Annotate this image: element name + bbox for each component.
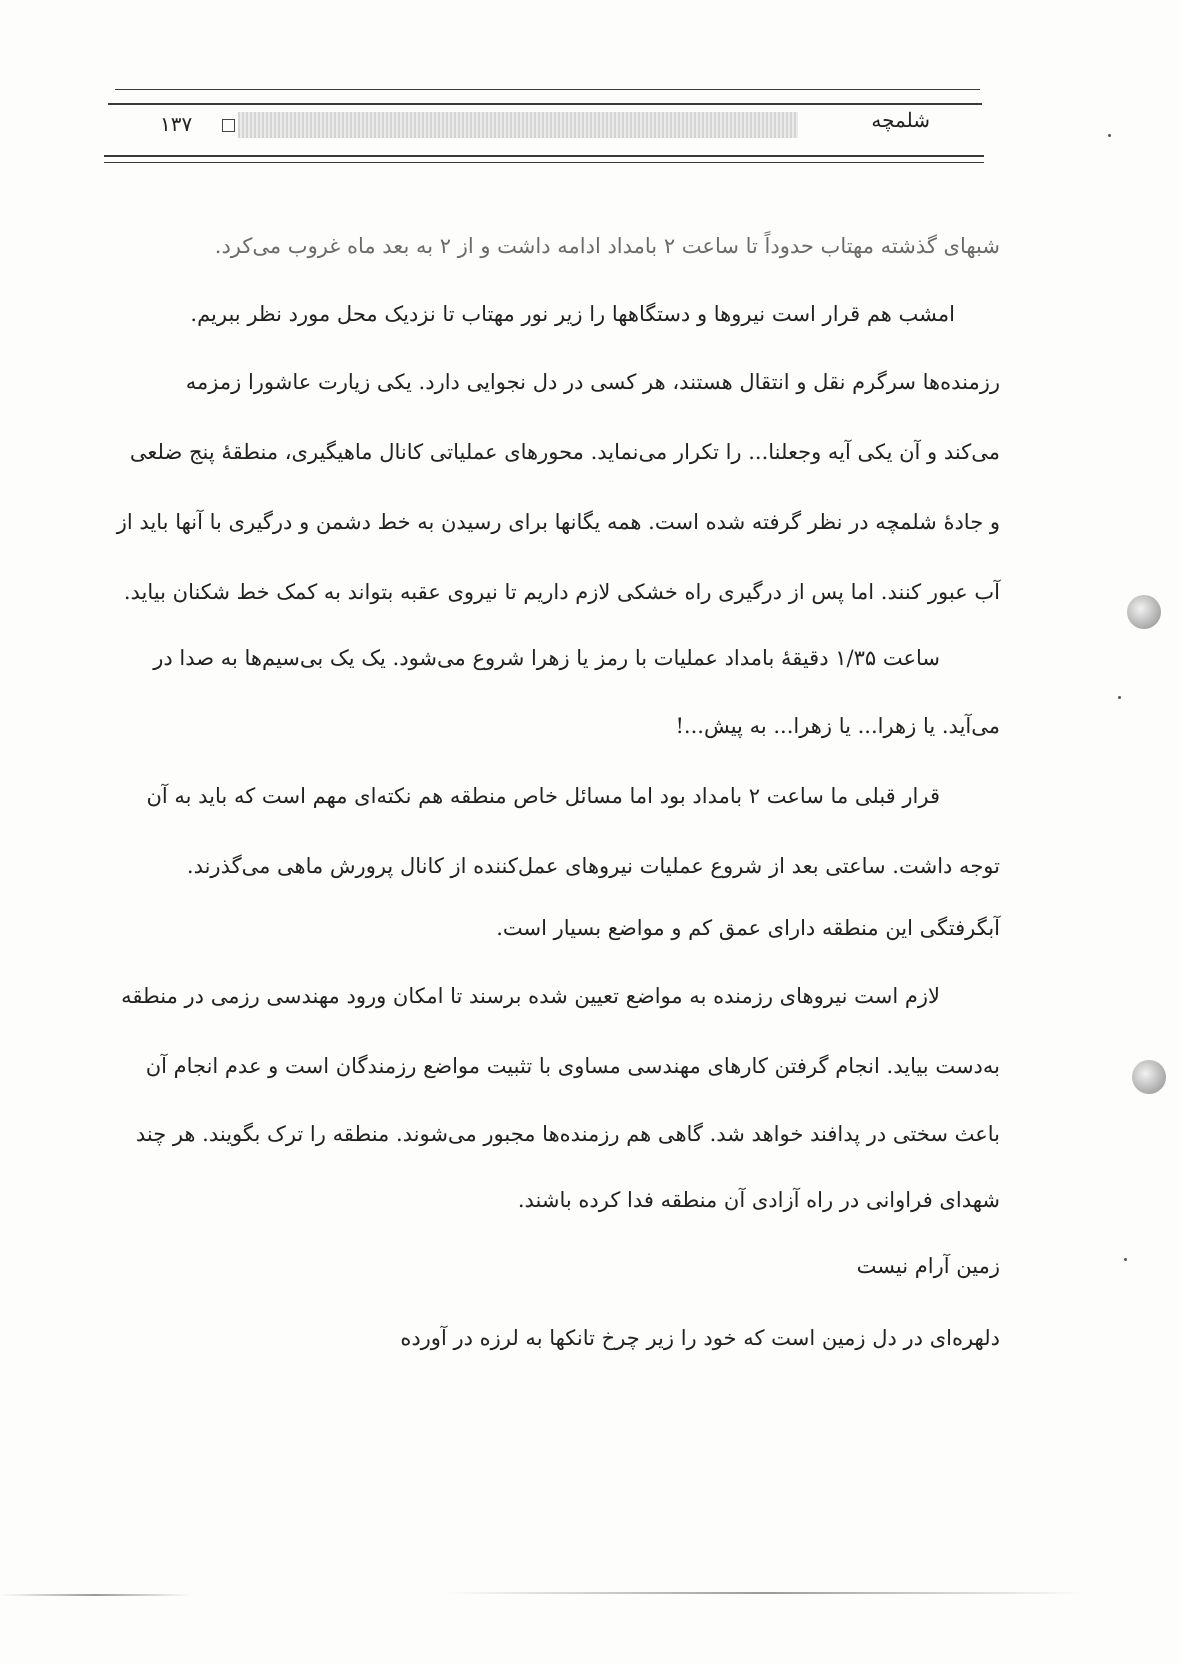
text-line: توجه داشت. ساعتی بعد از شروع عملیات نیروهای عمل‌کننده از کانال پرورش ماهی می‌گذرند. xyxy=(186,854,1000,878)
text-line: لازم است نیروهای رزمنده به مواضع تعیین شده برسند تا امکان ورود مهندسی رزمی در منطقه xyxy=(121,984,940,1008)
text-line: شهدای فراوانی در راه آزادی آن منطقه فدا کرده باشند. xyxy=(517,1188,1000,1212)
header-square-icon xyxy=(222,119,235,132)
header-rule-bottom-thick xyxy=(104,155,984,157)
scan-speck xyxy=(1118,696,1121,699)
text-line: به‌دست بیاید. انجام گرفتن کارهای مهندسی مساوی با تثبیت مواضع رزمندگان است و عدم انجام آن xyxy=(145,1054,1000,1078)
header-rule-top-thick xyxy=(108,103,982,105)
text-line: باعث سختی در پدافند خواهد شد. گاهی هم رزمنده‌ها مجبور می‌شوند. منطقه را ترک بگویند. هر چند xyxy=(135,1122,1000,1146)
chapter-title: شلمچه xyxy=(871,108,930,132)
punch-hole xyxy=(1127,595,1161,629)
header-rule-top xyxy=(115,89,980,90)
text-line: می‌کند و آن یکی آیه وجعلنا... را تکرار می‌نماید. محورهای عملیاتی کانال ماهیگیری، منطقهٔ پنج ضلعی xyxy=(129,440,1000,464)
text-line: دلهره‌ای در دل زمین است که خود را زیر چرخ تانکها به لرزه در آورده xyxy=(400,1326,1000,1350)
punch-hole xyxy=(1132,1060,1166,1094)
scan-streak xyxy=(445,1592,1085,1594)
scan-streak xyxy=(0,1594,190,1596)
text-line: امشب هم قرار است نیروها و دستگاهها را زیر نور مهتاب تا نزدیک محل مورد نظر ببریم. xyxy=(190,302,955,326)
header-rule-bottom xyxy=(104,162,984,163)
text-line: ساعت ۱/۳۵ دقیقهٔ بامداد عملیات با رمز یا زهرا شروع می‌شود. یک یک بی‌سیم‌ها به صدا در xyxy=(153,646,940,670)
page-number: ۱۳۷ xyxy=(160,112,193,136)
text-line: می‌آید. یا زهرا... یا زهرا... به پیش...! xyxy=(675,714,1000,738)
text-line: شبهای گذشته مهتاب حدوداً تا ساعت ۲ بامداد ادامه داشت و از ۲ به بعد ماه غروب می‌کرد. xyxy=(214,234,1000,258)
text-line: قرار قبلی ما ساعت ۲ بامداد بود اما مسائل خاص منطقه هم نکته‌ای مهم است که باید به آن xyxy=(146,784,940,808)
scan-speck xyxy=(1124,1258,1127,1261)
page-header xyxy=(0,0,1180,170)
text-line: رزمنده‌ها سرگرم نقل و انتقال هستند، هر کسی در دل نجوایی دارد. یکی زیارت عاشورا زمزمه xyxy=(185,370,1000,394)
text-line: زمین آرام نیست xyxy=(856,1254,1000,1278)
text-line: و جادهٔ شلمچه در نظر گرفته شده است. همه یگانها برای رسیدن به خط دشمن و درگیری با آنها باید از xyxy=(116,510,1000,534)
scan-speck xyxy=(1108,134,1111,137)
header-shaded-band xyxy=(238,112,798,138)
text-line: آب عبور کنند. اما پس از درگیری راه خشکی لازم داریم تا نیروی عقبه بتواند به کمک خط شکنان بیاید. xyxy=(123,580,1000,604)
text-line: آبگرفتگی این منطقه دارای عمق کم و مواضع بسیار است. xyxy=(496,916,1000,940)
